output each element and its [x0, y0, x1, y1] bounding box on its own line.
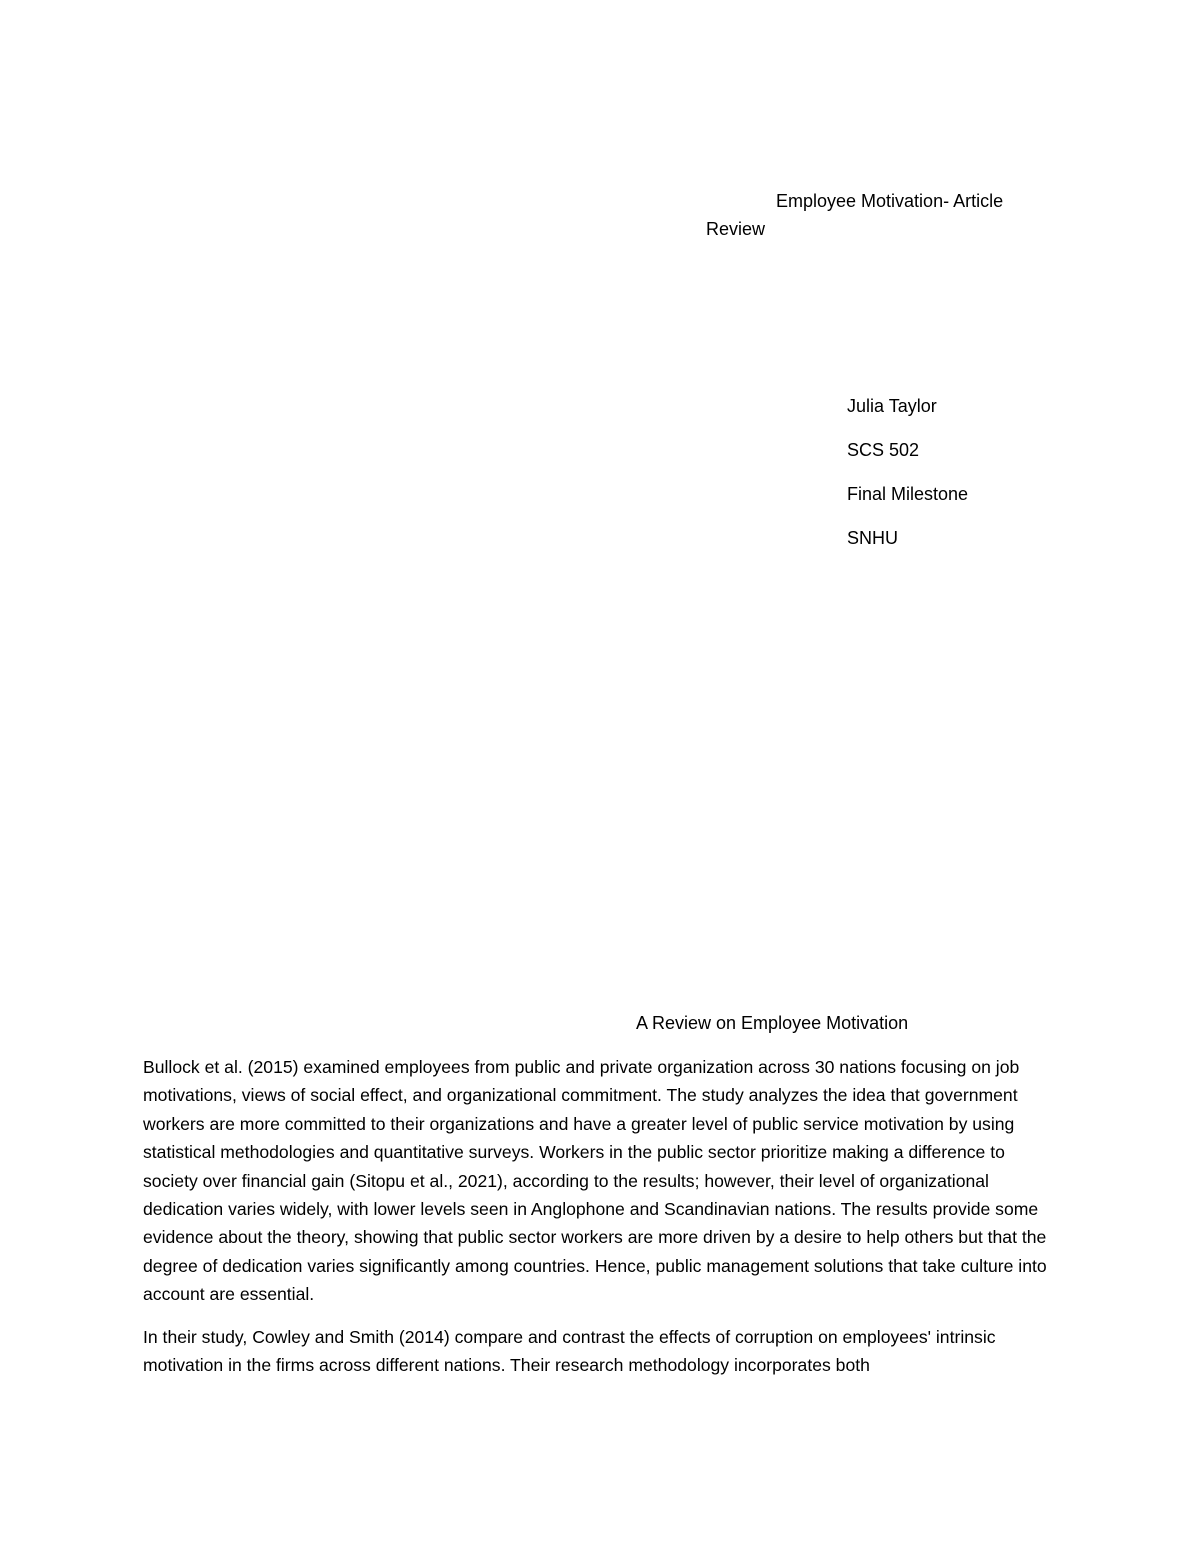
body-text: [143, 1053, 1063, 1393]
document-title-line-1: Employee Motivation- Article: [776, 191, 1004, 211]
institution-name: SNHU: [847, 528, 899, 548]
section-heading: A Review on Employee Motivation: [636, 1013, 909, 1033]
author-info-block: [847, 392, 968, 568]
paragraph-1: Bullock et al. (2015) examined employees from public and private organization across 30 nations focusing on job motivations, views of social effect, and organizational commitment. The study analyzes the idea that government workers are more committed to their organizations and have a greater level of public service motivation by using statistical methodologies and quantitative surveys. Workers in the public sector prioritize making a difference to society over financial gain (Sitopu et al., 2021), according to the results; however, their level of organizational dedication varies widely, with lower levels seen in Anglophone and Scandinavian nations. The results provide some evidence about the theory, showing that public sector workers are more driven by a desire to help others but that the degree of dedication varies significantly among countries. Hence, public management solutions that take culture into account are essential.: [143, 1057, 1047, 1305]
course-code: SCS 502: [847, 440, 920, 460]
author-name: Julia Taylor: [847, 396, 937, 416]
assignment-name: Final Milestone: [847, 484, 969, 504]
paragraph-2: In their study, Cowley and Smith (2014) compare and contrast the effects of corruption on employees' intrinsic motivation in the firms across different nations. Their research methodology incorporates both: [143, 1326, 996, 1376]
document-title-line-2: Review: [706, 219, 766, 239]
